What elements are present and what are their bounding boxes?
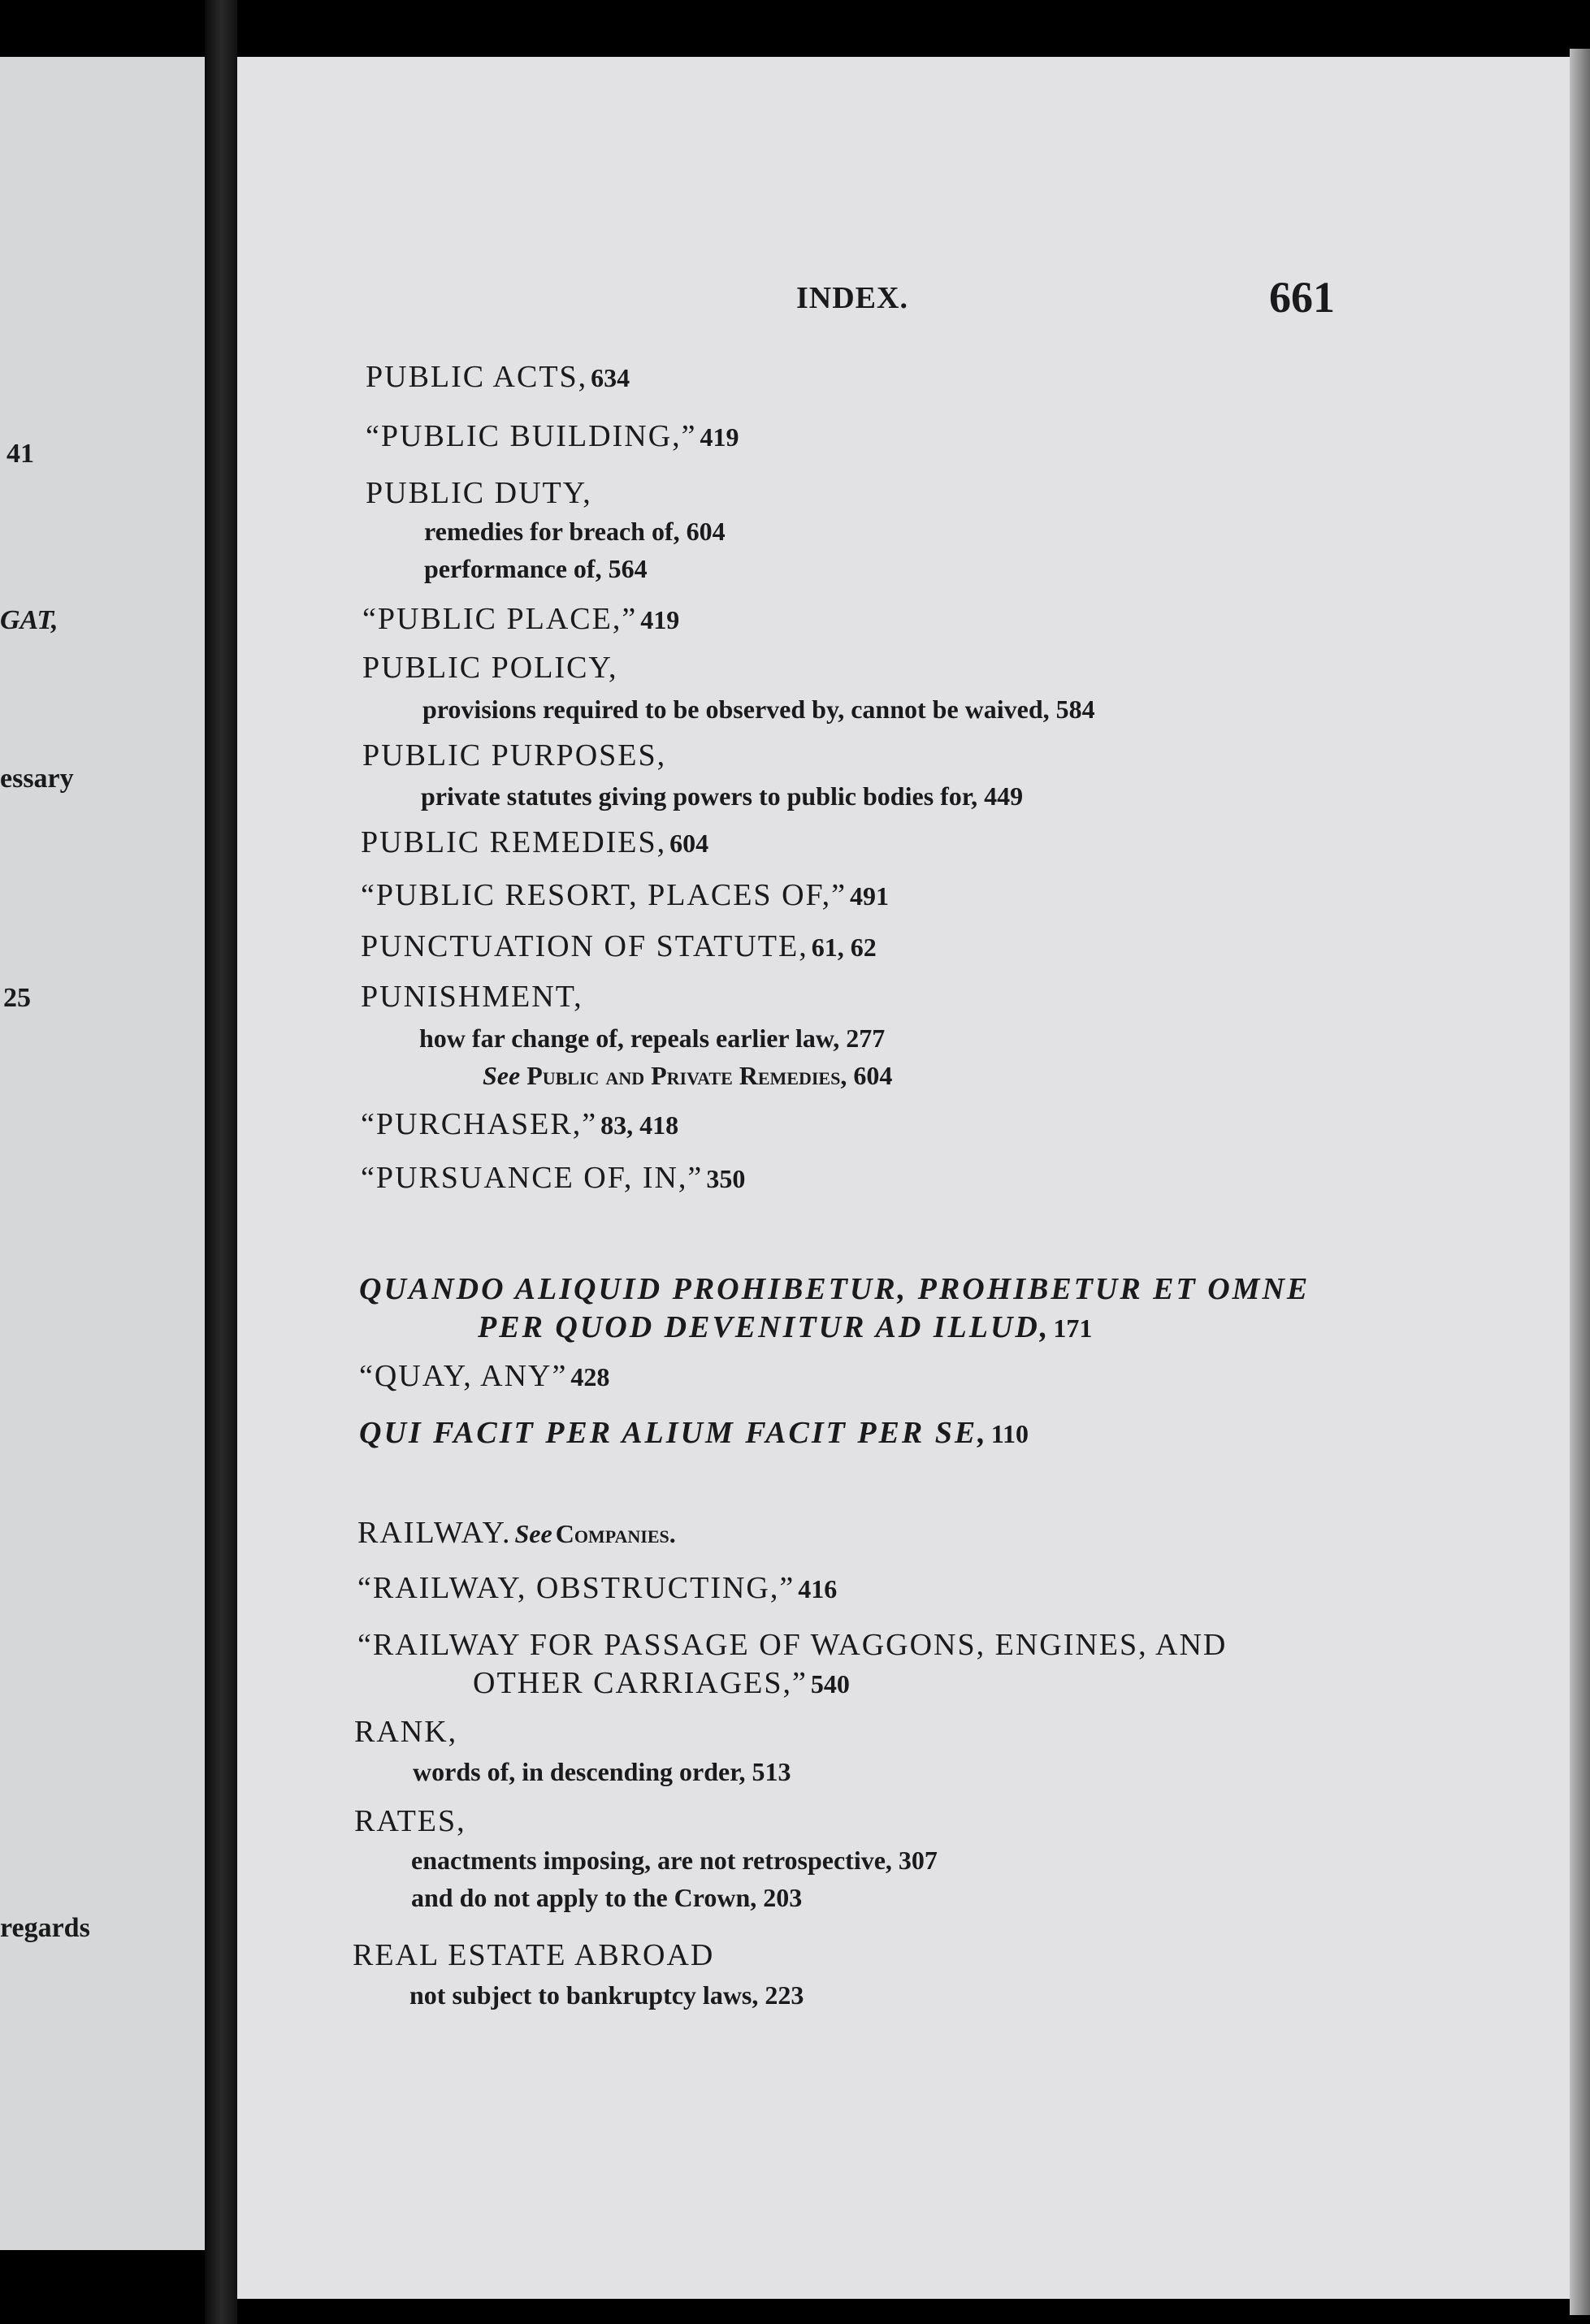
entry-ref: 491 [849, 881, 889, 911]
facing-page-fragment [0, 57, 205, 2250]
entry-heading: RANK, [354, 1715, 458, 1749]
index-entry [362, 601, 679, 637]
entry-heading: RATES, [354, 1804, 466, 1838]
index-entry [361, 979, 583, 1015]
entry-heading: PER QUOD DEVENITUR AD ILLUD, [478, 1310, 1051, 1344]
index-entry [362, 650, 617, 686]
facing-text-fragment: 25 [3, 983, 31, 1013]
entry-heading: RAILWAY. [357, 1516, 512, 1550]
entry-heading: “RAILWAY, OBSTRUCTING,” [357, 1571, 795, 1605]
index-entry [353, 1937, 714, 1973]
entry-ref: 419 [700, 422, 739, 452]
see-prefix: See [514, 1519, 552, 1548]
entry-ref: 428 [570, 1362, 610, 1391]
index-entry-latin: QUANDO ALIQUID PROHIBETUR, PROHIBETUR ET OMNE [359, 1272, 1311, 1306]
entry-ref: 634 [591, 363, 630, 392]
entry-ref: 540 [810, 1669, 850, 1699]
index-entry [366, 475, 592, 511]
facing-text-fragment: GAT, [0, 605, 58, 635]
entry-subline: performance of, 564 [424, 554, 648, 583]
entry-heading: QUI FACIT PER ALIUM FACIT PER SE, [359, 1416, 988, 1450]
index-entry-latin-cont [478, 1309, 1092, 1345]
entry-ref: 416 [798, 1574, 838, 1603]
entry-heading: REAL ESTATE ABROAD [353, 1938, 715, 1972]
entry-ref: 604 [853, 1061, 893, 1090]
entry-heading: OTHER CARRIAGES,” [473, 1666, 808, 1700]
entry-heading: “PUBLIC RESORT, PLACES OF,” [361, 878, 847, 912]
entry-subline: remedies for breach of, 604 [424, 517, 726, 546]
facing-text-fragment: essary [0, 764, 74, 794]
see-target: Companies. [555, 1519, 676, 1548]
entry-heading: PUNISHMENT, [361, 980, 583, 1014]
entry-subline: not subject to bankruptcy laws, 223 [409, 1980, 804, 2010]
entry-heading: “QUAY, ANY” [359, 1359, 568, 1393]
index-entry [359, 1358, 609, 1394]
index-entry [354, 1714, 457, 1750]
entry-heading: PUBLIC ACTS, [366, 360, 588, 394]
entry-heading: PUBLIC DUTY, [366, 476, 592, 510]
entry-heading: PUNCTUATION OF STATUTE, [361, 929, 808, 963]
index-entry [354, 1803, 466, 1839]
index-entry [361, 877, 889, 913]
entry-heading: “PUBLIC PLACE,” [362, 602, 638, 636]
index-entry [361, 928, 877, 964]
see-prefix: See [483, 1061, 521, 1090]
index-entry [366, 418, 739, 454]
entry-subline: and do not apply to the Crown, 203 [411, 1883, 803, 1912]
page-edge [1570, 49, 1590, 2315]
entry-subline: how far change of, repeals earlier law, 277 [419, 1024, 886, 1053]
index-entry-cont [473, 1665, 850, 1701]
entry-ref: 604 [669, 829, 709, 858]
index-entry [362, 738, 666, 773]
entry-ref: 171 [1053, 1313, 1093, 1343]
entry-ref: 350 [706, 1164, 746, 1193]
book-gutter [205, 0, 237, 2324]
index-entry [357, 1515, 676, 1551]
index-entry [357, 1570, 837, 1606]
index-entry [359, 1415, 1029, 1451]
facing-text-fragment: regards [0, 1913, 90, 1943]
entry-ref: 419 [640, 605, 680, 634]
entry-heading: PUBLIC REMEDIES, [361, 825, 667, 859]
cross-reference [483, 1061, 892, 1091]
index-entry [361, 1106, 678, 1142]
index-entry: “RAILWAY FOR PASSAGE OF WAGGONS, ENGINES, AND [357, 1628, 1228, 1662]
see-target: Public and Private Remedies, [526, 1061, 847, 1090]
entry-subline: enactments imposing, are not retrospective, 307 [411, 1846, 938, 1875]
entry-heading: “PURCHASER,” [361, 1107, 598, 1141]
index-entry [366, 359, 630, 395]
entry-subline: words of, in descending order, 513 [413, 1757, 791, 1786]
entry-heading: PUBLIC PURPOSES, [362, 738, 667, 773]
page-number: 661 [1269, 273, 1335, 322]
index-entry [361, 824, 708, 860]
index-entry [361, 1160, 745, 1196]
entry-heading: “PURSUANCE OF, IN,” [361, 1161, 704, 1195]
running-header: INDEX. [796, 281, 908, 315]
facing-text-fragment: 41 [6, 439, 34, 469]
entry-subline: private statutes giving powers to public bodies for, 449 [421, 781, 1024, 811]
entry-ref: 110 [990, 1419, 1029, 1448]
entry-heading: PUBLIC POLICY, [362, 651, 618, 685]
entry-ref: 61, 62 [811, 933, 877, 962]
entry-heading: “PUBLIC BUILDING,” [366, 419, 697, 453]
entry-ref: 83, 418 [600, 1110, 679, 1140]
entry-subline: provisions required to be observed by, cannot be waived, 584 [422, 695, 1095, 724]
